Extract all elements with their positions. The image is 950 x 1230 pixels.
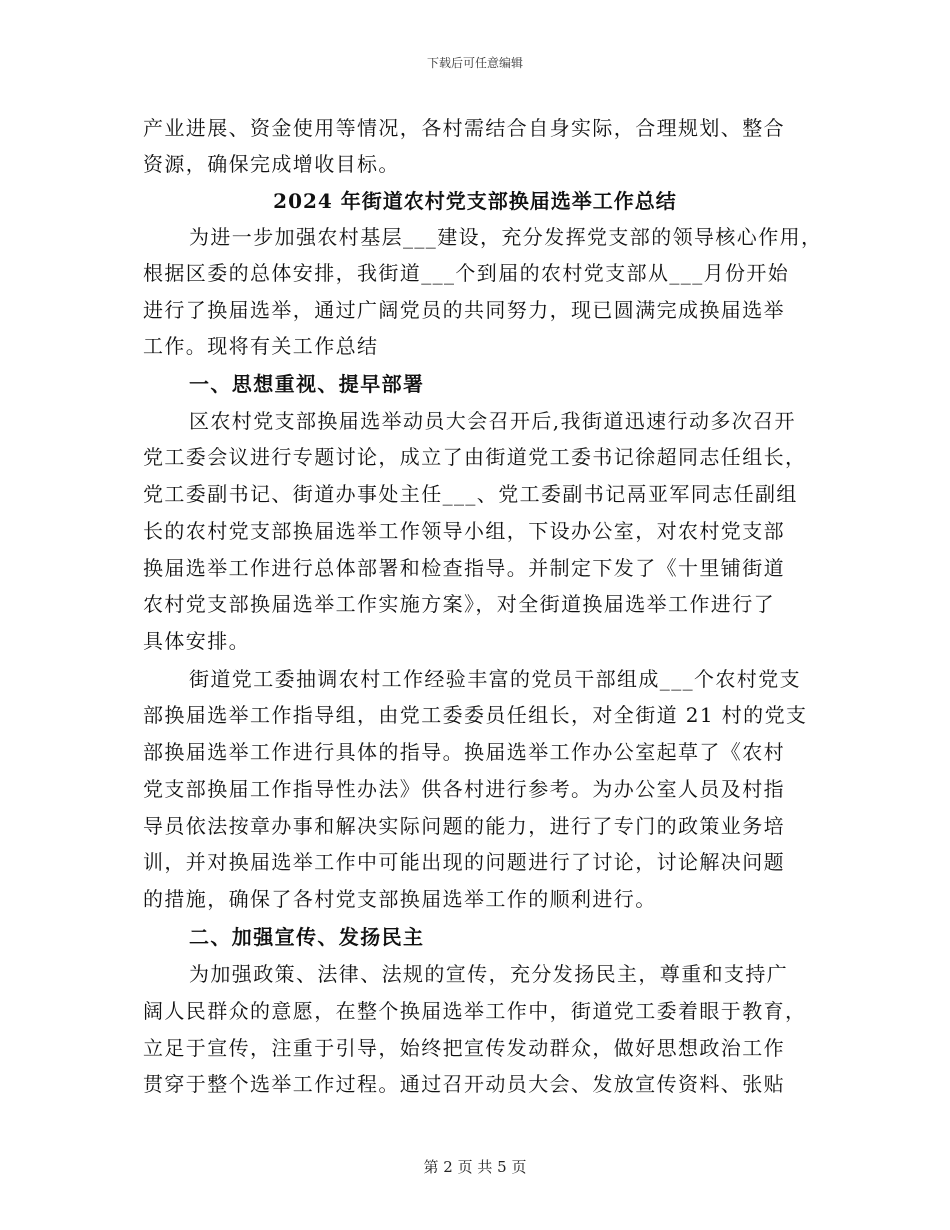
body-line: 产业进展、资金使用等情况，各村需结合自身实际，合理规划、整合 — [143, 116, 785, 140]
page-footer: 第 2 页 共 5 页 — [423, 1158, 527, 1176]
body-line: 换届选举工作进行总体部署和检查指导。并制定下发了《十里铺街道 — [143, 556, 785, 580]
body-line: 为加强政策、法律、法规的宣传，充分发扬民主，尊重和支持广 — [189, 962, 789, 986]
body-line: 进行了换届选举，通过广阔党员的共同努力，现已圆满完成换届选举 — [143, 298, 785, 322]
body-line: 的措施，确保了各村党支部换届选举工作的顺利进行。 — [143, 887, 657, 911]
body-line: 党工委会议进行专题讨论，成立了由街道党工委书记徐超同志任组长， — [143, 445, 807, 469]
body-line: 党支部换届工作指导性办法》供各村进行参考。为办公室人员及村指 — [143, 777, 785, 801]
body-line: 区农村党支部换届选举动员大会召开后,我街道迅速行动多次召开 — [189, 409, 796, 433]
body-line: 根据区委的总体安排，我街道___个到届的农村党支部从___月份开始 — [143, 261, 790, 285]
page-header: 下载后可任意编辑 — [426, 56, 523, 70]
body-line: 为进一步加强农村基层___建设，充分发挥党支部的领导核心作用， — [189, 225, 823, 249]
body-line: 资源，确保完成增收目标。 — [143, 152, 400, 176]
section-heading: 一、思想重视、提早部署 — [189, 372, 425, 396]
section-heading: 二、加强宣传、发扬民主 — [189, 925, 425, 949]
document-title: 2024 年街道农村党支部换届选举工作总结 — [273, 189, 677, 213]
body-line: 部换届选举工作指导组，由党工委委员任组长，对全街道 21 村的党支 — [143, 703, 808, 727]
body-line: 工作。现将有关工作总结 — [143, 334, 379, 358]
body-line: 导员依法按章办事和解决实际问题的能力，进行了专门的政策业务培 — [143, 814, 785, 838]
body-line: 街道党工委抽调农村工作经验丰富的党员干部组成___个农村党支 — [189, 667, 801, 691]
body-line: 贯穿于整个选举工作过程。通过召开动员大会、发放宣传资料、张贴 — [143, 1072, 785, 1096]
body-line: 农村党支部换届选举工作实施方案》，对全街道换届选举工作进行了 — [143, 592, 775, 616]
body-line: 长的农村党支部换届选举工作领导小组，下设办公室，对农村党支部 — [143, 519, 785, 543]
body-line: 部换届选举工作进行具体的指导。换届选举工作办公室起草了《农村 — [143, 740, 785, 764]
body-line: 具体安排。 — [143, 629, 250, 653]
body-line: 训，并对换届选举工作中可能出现的问题进行了讨论，讨论解决问题 — [143, 850, 785, 874]
body-line: 阔人民群众的意愿，在整个换届选举工作中，街道党工委着眼于教育， — [143, 999, 807, 1023]
body-line: 党工委副书记、街道办事处主任___、党工委副书记鬲亚军同志任副组 — [143, 482, 798, 506]
body-line: 立足于宣传，注重于引导，始终把宣传发动群众，做好思想政治工作 — [143, 1036, 785, 1060]
